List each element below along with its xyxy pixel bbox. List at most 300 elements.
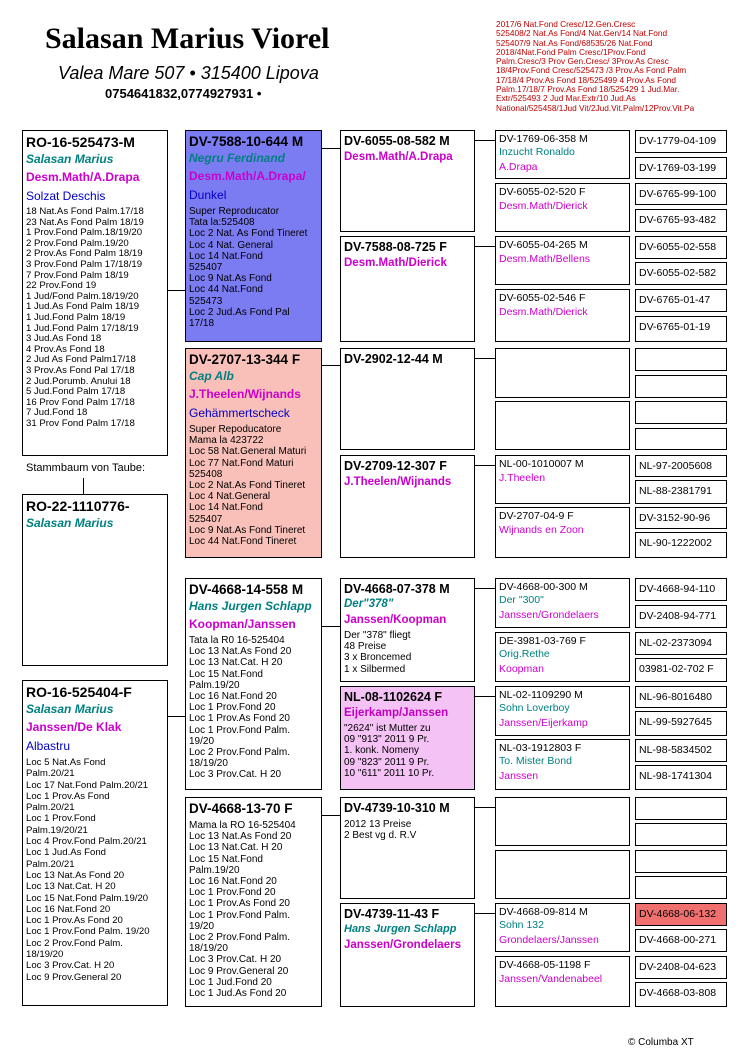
top-result-line: Palm.Cresc/3 Prov Gen.Cresc/ 3Prov.As Cresc [496, 56, 669, 67]
gen3-card-mfm[interactable] [340, 686, 475, 790]
note-line: Tata la R0 16-525404 [189, 635, 285, 646]
note-line: 18/19/20 [189, 758, 228, 770]
pedigree-ring [496, 402, 629, 404]
note-line: Mama la 423722 [189, 435, 264, 447]
note-line: Loc 2 Nat. As Fond Tineret [189, 228, 308, 240]
pedigree-ring: NL-96-8016480 [639, 691, 712, 703]
gen3-card-mmm[interactable] [340, 903, 475, 1007]
top-results [496, 20, 746, 113]
note-line: 19/20 [189, 735, 215, 747]
gen4-card[interactable] [495, 289, 630, 342]
gen5-card[interactable] [635, 632, 727, 655]
pedigree-breeder: Janssen/Grondelaers [344, 939, 461, 951]
pedigree-ring: DV-6055-02-582 [639, 267, 717, 279]
gen5-card[interactable] [635, 289, 727, 312]
pedigree-name: Der "300" [499, 594, 544, 606]
note-line: Loc 2 Nat.As Fond Tineret [189, 480, 306, 492]
note-line: Der "378" fliegt [344, 630, 411, 641]
note-line: Loc 2 Jud.As Fond Pal [189, 306, 290, 318]
subject-ring: RO-16-525473-M [26, 134, 135, 150]
result-line: 1 Jud.Fond Palm 18/19 [26, 311, 126, 323]
note-line: Loc 1 Jud.As Fond 20 [189, 988, 287, 1000]
top-result-line: 525408/2 Nat.As Fond/4 Nat.Gen/14 Nat.Fond [496, 28, 668, 39]
pedigree-ring: NL-08-1102624 F [344, 690, 442, 704]
result-line: Loc 5 Nat.As Fond [26, 757, 106, 768]
dam-results [23, 755, 167, 983]
pedigree-ring: NL-00-1010007 M [499, 458, 584, 470]
note-line: 525407 [189, 262, 223, 274]
note-line: 09 "823" 2011 9 Pr. [344, 756, 430, 768]
note-line: 19/20 [189, 920, 215, 932]
pedigree-ring: DV-4668-00-271 [639, 934, 717, 946]
pedigree-ring: DV-2902-12-44 M [344, 352, 443, 366]
result-line: 16 Prov Fond Palm 17/18 [26, 396, 135, 408]
note-line: Super Reproducator [189, 206, 280, 217]
dam-color: Albastru [26, 739, 71, 753]
connector [475, 807, 495, 808]
note-line: Loc 14 Nat.Fond [189, 250, 263, 262]
result-line: 1 Jud.Fond Palm 17/18/19 [26, 322, 139, 334]
connector [475, 588, 495, 589]
note-line: Loc 1 Prov.Fond Palm. [189, 909, 290, 921]
result-line: 3 Jud.As Fond 18 [26, 333, 102, 345]
dam-card[interactable] [22, 680, 168, 1006]
gen5-card[interactable] [635, 507, 727, 529]
pedigree-breeder: J.Theelen/Wijnands [344, 476, 452, 488]
note-line: Loc 44 Nat.Fond Tineret [189, 536, 297, 548]
pedigree-name: Sohn Loverboy [499, 702, 570, 714]
result-line: Loc 1 Prov.Fond Palm. 19/20 [26, 926, 150, 938]
result-line: 2 Prov.Fond Palm.19/20 [26, 237, 129, 249]
result-line: 22 Prov.Fond 19 [26, 280, 97, 292]
note-line: Loc 1 Prov.Fond 20 [189, 702, 276, 714]
result-line: 7 Prov.Fond Palm 18/19 [26, 269, 129, 281]
result-line: 18/19/20 [26, 949, 64, 961]
gen4-card[interactable] [495, 686, 630, 736]
pedigree-name: Der"378" [344, 598, 394, 610]
pedigree-notes [186, 816, 321, 999]
copyright: © Columba XT [628, 1037, 694, 1048]
subject-name: Salasan Marius [26, 152, 114, 166]
pedigree-notes [186, 633, 321, 781]
pedigree-ring: NL-90-1222002 [639, 537, 712, 549]
pedigree-ring: NL-97-2005608 [639, 460, 712, 472]
connector [322, 626, 340, 627]
pedigree-ring: DV-4668-13-70 F [189, 801, 293, 816]
top-result-line: 17/18/4 Prov.As Fond 18/525499 4 Prov.As Fond [496, 74, 677, 85]
result-line: 1 Jud.As Fond Palm 18/19 [26, 301, 140, 313]
pedigree-breeder: Desm.Math/A.Drapa [344, 151, 453, 163]
note-line: 525407 [189, 513, 223, 525]
gen5-card[interactable] [635, 711, 727, 736]
result-line: 31 Prov Fond Palm 17/18 [26, 417, 135, 429]
connector [475, 358, 495, 359]
connector [168, 716, 185, 717]
gen5-card[interactable] [635, 982, 727, 1007]
result-line: Palm.20/21 [26, 768, 75, 780]
gen4-card[interactable] [495, 401, 630, 450]
note-line: Loc 13 Nat.Cat. H 20 [189, 842, 283, 854]
result-line: Loc 9 Prov.General 20 [26, 971, 122, 983]
pedigree-ring: DV-7588-10-644 M [189, 134, 304, 149]
pedigree-ring [496, 851, 629, 853]
pedigree-breeder: Wijnands en Zoon [499, 524, 584, 536]
pedigree-ring: NL-98-5834502 [639, 744, 712, 756]
gen5-card[interactable] [635, 929, 727, 952]
gen5-card[interactable] [635, 605, 727, 628]
connector [475, 246, 495, 247]
gen4-card[interactable] [495, 455, 630, 504]
note-line: Loc 1 Prov.Fond Palm. [189, 724, 290, 736]
top-result-line: Palm.17/18/7 Prov.As Fond 18/525429 1 Jud.Mar. [496, 84, 680, 95]
gen5-card-highlighted[interactable] [635, 903, 727, 926]
gen3-card-fff[interactable] [340, 130, 475, 232]
result-line: 5 Jud.Fond Palm 17/18 [26, 386, 126, 398]
note-line: Loc 9 Prov.General 20 [189, 965, 289, 977]
result-line: Loc 13 Nat.As Fond 20 [26, 869, 125, 881]
gen5-card[interactable] [635, 157, 727, 179]
note-line: Loc 1 Prov.As Fond 20 [189, 898, 290, 910]
pedigree-ring: DV-3152-90-96 [639, 512, 711, 524]
pedigree-ring: NL-98-1741304 [639, 770, 712, 782]
sire-name: Salasan Marius [26, 516, 114, 530]
gen3-card-mff[interactable] [340, 578, 475, 682]
pedigree-ring [636, 376, 726, 380]
result-line: Loc 13 Nat.Cat. H 20 [26, 881, 116, 893]
result-line: 7 Jud.Fond 18 [26, 407, 88, 419]
connector [83, 478, 84, 494]
note-line: Loc 13 Nat.As Fond 20 [189, 831, 292, 843]
result-line: Loc 1 Jud.As Fond [26, 847, 106, 859]
pedigree-ring: DV-4668-05-1198 F [499, 959, 591, 971]
gen5-card[interactable] [635, 209, 727, 232]
connector [475, 913, 495, 914]
pedigree-breeder: J.Theelen [499, 472, 546, 484]
result-line: 3 Prov.As Fond Pal 17/18 [26, 364, 135, 376]
note-line: Loc 14 Nat.Fond [189, 502, 263, 514]
note-line: 525408 [189, 468, 223, 480]
sire-card[interactable] [22, 494, 168, 666]
note-line: Loc 13 Nat.As Fond 20 [189, 646, 292, 658]
pedigree-breeder: Janssen/Grondelaers [499, 609, 599, 621]
subject-results [23, 205, 167, 429]
gen4-card[interactable] [495, 903, 630, 952]
note-line: Loc 44 Nat.Fond [189, 284, 263, 296]
gen5-card[interactable] [635, 658, 727, 682]
pedigree-color: Dunkel [189, 188, 227, 202]
granddam-maternal-card[interactable] [185, 797, 322, 1007]
pedigree-ring: 03981-02-702 F [639, 663, 714, 675]
gen5-card[interactable] [635, 455, 727, 477]
note-line: Loc 9 Nat.As Fond [189, 273, 272, 285]
gen5-card[interactable] [635, 348, 727, 371]
note-line: Loc 2 Prov.Fond Palm. [189, 932, 290, 944]
note-line: 525473 [189, 295, 223, 307]
gen5-card[interactable] [635, 876, 727, 899]
gen5-card[interactable] [635, 532, 727, 558]
gen3-card-fmm[interactable] [340, 455, 475, 558]
result-line: Loc 16 Nat.Fond 20 [26, 903, 111, 915]
pedigree-ring: DV-6055-04-265 M [499, 239, 588, 251]
note-line: 17/18 [189, 318, 215, 330]
gen4-card[interactable] [495, 236, 630, 285]
note-line: 10 "611" 2011 10 Pr. [344, 767, 435, 779]
note-line: Loc 15 Nat.Fond [189, 853, 263, 865]
gen5-card[interactable] [635, 183, 727, 205]
gen3-card-mmf[interactable] [340, 797, 475, 899]
pedigree-ring: NL-03-1912803 F [499, 742, 582, 754]
pedigree-breeder: Janssen/Vandenabeel [499, 973, 603, 985]
result-line: 2 Prov.As Fond Palm 18/19 [26, 248, 143, 260]
result-line: 18 Nat.As Fond Palm.17/18 [26, 206, 144, 217]
gen5-card[interactable] [635, 375, 727, 398]
granddam-paternal-card[interactable] [185, 348, 322, 558]
gen5-card[interactable] [635, 765, 727, 790]
pedigree-breeder: Janssen [499, 770, 539, 782]
pedigree-ring: DV-2408-94-771 [639, 610, 717, 622]
note-line: Loc 13 Nat.Cat. H 20 [189, 657, 283, 669]
pedigree-ring: DV-7588-08-725 F [344, 240, 447, 254]
pedigree-notes [341, 628, 474, 675]
pedigree-ring: DV-4668-03-808 [639, 987, 717, 999]
grandsire-paternal-card[interactable] [185, 130, 322, 342]
pedigree-name: Sohn 132 [499, 919, 544, 931]
result-line: Loc 17 Nat.Fond Palm.20/21 [26, 779, 149, 791]
top-result-line: 2018/4Nat.Fond Palm Cresc/1Prov.Fond [496, 46, 646, 57]
gen4-card[interactable] [495, 507, 630, 558]
dam-name: Salasan Marius [26, 702, 114, 716]
pedigree-ring [496, 798, 629, 800]
pedigree-name: Cap Alb [189, 369, 234, 383]
gen5-card[interactable] [635, 850, 727, 873]
subject-color: Solzat Deschis [26, 189, 106, 203]
note-line: 48 Preise [344, 641, 387, 653]
pedigree-breeder: Eijerkamp/Janssen [344, 707, 449, 719]
gen4-card[interactable] [495, 850, 630, 899]
gen5-card[interactable] [635, 480, 727, 504]
pedigree-breeder: A.Drapa [499, 161, 538, 173]
pedigree-breeder: Janssen/Eijerkamp [499, 717, 588, 729]
pedigree-breeder: Desm.Math/Dierick [499, 306, 588, 318]
note-line: Palm.19/20 [189, 679, 240, 691]
pedigree-breeder: Desm.Math/Dierick [344, 257, 447, 269]
pedigree-ring: DV-4668-06-132 [639, 908, 717, 920]
pedigree-ring: DV-4668-00-300 M [499, 581, 588, 593]
gen4-card[interactable] [495, 632, 630, 682]
pedigree-ring: DV-4668-09-814 M [499, 906, 588, 918]
pedigree-color: Gehämmertscheck [189, 406, 290, 420]
gen4-card[interactable] [495, 130, 630, 179]
top-result-line: 18/4Prov.Fond Cresc/525473 /3 Prov.As Fond Palm [496, 65, 687, 76]
note-line: Loc 58 Nat.General Maturi [189, 446, 307, 458]
pedigree-ring: DV-4668-94-110 [639, 583, 716, 595]
note-line: Loc 3 Prov.Cat. H 20 [189, 954, 282, 966]
note-line: Loc 1 Prov.Fond 20 [189, 887, 276, 899]
pedigree-breeder: Desm.Math/A.Drapa/ [189, 169, 306, 183]
pedigree-ring [636, 349, 726, 353]
gen3-card-fmf[interactable] [340, 348, 475, 450]
result-line: Loc 1 Prov.As Fond 20 [26, 915, 123, 927]
note-line: Mama la RO 16-525404 [189, 820, 296, 831]
result-line: Palm.20/21 [26, 858, 75, 870]
gen5-card[interactable] [635, 130, 727, 153]
result-line: Loc 4 Prov.Fond Palm.20/21 [26, 836, 147, 848]
gen5-card[interactable] [635, 797, 727, 820]
pedigree-ring: DV-2707-13-344 F [189, 352, 301, 367]
pedigree-ring: DV-6765-93-482 [639, 214, 717, 226]
pedigree-ring: NL-02-2373094 [639, 637, 712, 649]
gen5-card[interactable] [635, 236, 727, 259]
note-line: Loc 2 Prov.Fond Palm. [189, 747, 290, 759]
gen5-card[interactable] [635, 578, 727, 601]
result-line: 4 Prov.As Fond 18 [26, 343, 105, 355]
pedigree-ring [636, 429, 726, 433]
result-line: 3 Prov.Fond Palm 17/18/19 [26, 258, 143, 270]
pedigree-notes [341, 815, 474, 841]
subject-breeder: Desm.Math/A.Drapa [26, 170, 140, 184]
gen5-card[interactable] [635, 428, 727, 450]
pedigree-breeder: J.Theelen/Wijnands [189, 387, 301, 401]
pedigree-ring: DV-4668-14-558 M [189, 582, 304, 597]
gen5-card[interactable] [635, 739, 727, 762]
pedigree-ring: NL-99-5927645 [639, 716, 712, 728]
pedigree-name: To. Mister Bond [499, 755, 572, 767]
note-line: 3 x Broncemed [344, 652, 412, 664]
pedigree-ring [636, 824, 726, 828]
result-line: 1 Jud/Fond Palm.18/19/20 [26, 290, 139, 302]
pedigree-breeder: Koopman/Janssen [189, 617, 296, 631]
pedigree-caption: Stammbaum von Taube: [26, 462, 146, 474]
pedigree-breeder: Koopman [499, 663, 544, 675]
pedigree-notes [186, 422, 321, 547]
gen5-card[interactable] [635, 401, 727, 424]
gen3-card-ffm[interactable] [340, 236, 475, 342]
pedigree-name: Hans Jurgen Schlapp [344, 923, 457, 935]
pedigree-ring: DV-1769-06-358 M [499, 133, 588, 145]
note-line: 18/19/20 [189, 943, 228, 955]
pedigree-ring [636, 877, 726, 881]
connector [322, 815, 340, 816]
note-line: Palm.19/20 [189, 864, 240, 876]
pedigree-ring: NL-02-1109290 M [499, 689, 583, 701]
note-line: "2624" ist Mutter zu [344, 723, 431, 734]
pedigree-notes [341, 721, 474, 779]
pedigree-ring: DV-6765-01-47 [639, 294, 711, 306]
result-line: Palm.19/20/21 [26, 824, 88, 836]
connector [322, 148, 340, 149]
note-line: 1 x Silbermed [344, 663, 406, 675]
gen5-card[interactable] [635, 956, 727, 979]
pedigree-ring: DV-6055-08-582 M [344, 134, 450, 148]
pedigree-breeder: Desm.Math/Bellens [499, 253, 591, 265]
pedigree-breeder: Grondelaers/Janssen [499, 934, 599, 946]
pedigree-name: Negru Ferdinand [189, 151, 286, 165]
pedigree-name: Orig.Rethe [499, 648, 550, 660]
top-result-line: Extr/525493 2 Jud Mar.Extr/10 Jud.As [496, 93, 636, 104]
gen4-card[interactable] [495, 578, 630, 628]
pedigree-ring [636, 402, 726, 406]
note-line: Loc 1 Prov.As Fond 20 [189, 713, 290, 725]
dam-ring: RO-16-525404-F [26, 684, 132, 700]
pedigree-ring: DV-6055-02-520 F [499, 186, 586, 198]
pedigree-notes [186, 204, 321, 329]
pedigree-ring: DV-6765-01-19 [639, 321, 711, 333]
result-line: Loc 2 Prov.Fond Palm. [26, 937, 123, 949]
connector [168, 290, 185, 291]
result-line: 23 Nat.As Fond Palm 18/19 [26, 216, 144, 228]
pedigree-name: Inzucht Ronaldo [499, 146, 575, 158]
result-line: Loc 1 Prov.As Fond [26, 790, 110, 802]
pedigree-ring: DV-6055-02-558 [639, 241, 717, 253]
note-line: Loc 3 Prov.Cat. H 20 [189, 769, 282, 781]
owner-name: Salasan Marius Viorel [45, 22, 330, 55]
grandsire-maternal-card[interactable] [185, 578, 322, 790]
gen4-card[interactable] [495, 797, 630, 846]
note-line: Loc 15 Nat.Fond [189, 668, 263, 680]
pedigree-ring: DE-3981-03-769 F [499, 635, 586, 647]
sire-ring: RO-22-1110776- [26, 498, 130, 514]
result-line: 1 Prov.Fond Palm.18/19/20 [26, 227, 143, 239]
note-line: Loc 1 Jud.Fond 20 [189, 976, 272, 988]
note-line: 1. konk. Nomeny [344, 745, 420, 757]
note-line: 2012 13 Preise [344, 819, 412, 830]
dam-breeder: Janssen/De Klak [26, 720, 122, 734]
pedigree-ring [496, 349, 629, 351]
owner-address: Valea Mare 507 • 315400 Lipova [58, 63, 319, 83]
note-line: 2 Best vg d. R.V [344, 830, 417, 842]
gen5-card[interactable] [635, 823, 727, 846]
note-line: Loc 16 Nat.Fond 20 [189, 691, 277, 703]
gen4-card[interactable] [495, 739, 630, 790]
pedigree-ring: DV-4739-11-43 F [344, 907, 440, 921]
owner-phones: 0754641832,0774927931 • [105, 86, 262, 101]
subject-card[interactable] [22, 130, 168, 456]
pedigree-ring [636, 798, 726, 802]
note-line: Loc 4 Nat. General [189, 239, 273, 251]
connector [475, 465, 495, 466]
gen4-card[interactable] [495, 956, 630, 1007]
pedigree-breeder: Janssen/Koopman [344, 614, 447, 626]
result-line: Loc 1 Prov.Fond [26, 813, 96, 825]
connector [475, 140, 495, 141]
gen5-card[interactable] [635, 316, 727, 342]
gen4-card[interactable] [495, 183, 630, 232]
pedigree-ring: DV-6055-02-546 F [499, 292, 586, 304]
pedigree-ring [636, 851, 726, 855]
result-line: 2 Jud As Fond Palm17/18 [26, 354, 136, 366]
pedigree-ring: DV-2408-04-623 [639, 961, 717, 973]
pedigree-ring: DV-1779-04-109 [639, 135, 717, 147]
pedigree-ring: NL-88-2381791 [639, 485, 712, 497]
pedigree-ring: DV-6765-99-100 [639, 188, 717, 200]
pedigree-breeder: Desm.Math/Dierick [499, 200, 588, 212]
pedigree-ring: DV-4668-07-378 M [344, 582, 450, 596]
connector [322, 365, 340, 366]
gen5-card[interactable] [635, 686, 727, 708]
top-result-line: National/525458/1Jud Vit/2Jud.Vit.Palm/12Prov.Vit.Pa [496, 102, 695, 113]
note-line: Loc 9 Nat.As Fond Tineret [189, 524, 306, 536]
gen4-card[interactable] [495, 348, 630, 398]
result-line: 2 Jud.Porumb. Anului 18 [26, 375, 131, 387]
note-line: Loc 4 Nat.General [189, 491, 271, 503]
connector [475, 696, 495, 697]
result-line: Loc 3 Prov.Cat. H 20 [26, 960, 115, 972]
pedigree-name: Hans Jurgen Schlapp [189, 599, 312, 613]
pedigree-ring: DV-2707-04-9 F [499, 510, 574, 522]
note-line: Super Repoducatore [189, 424, 282, 435]
gen5-card[interactable] [635, 262, 727, 285]
top-result-line: 2017/6 Nat.Fond Cresc/12.Gen.Cresc [496, 19, 636, 29]
